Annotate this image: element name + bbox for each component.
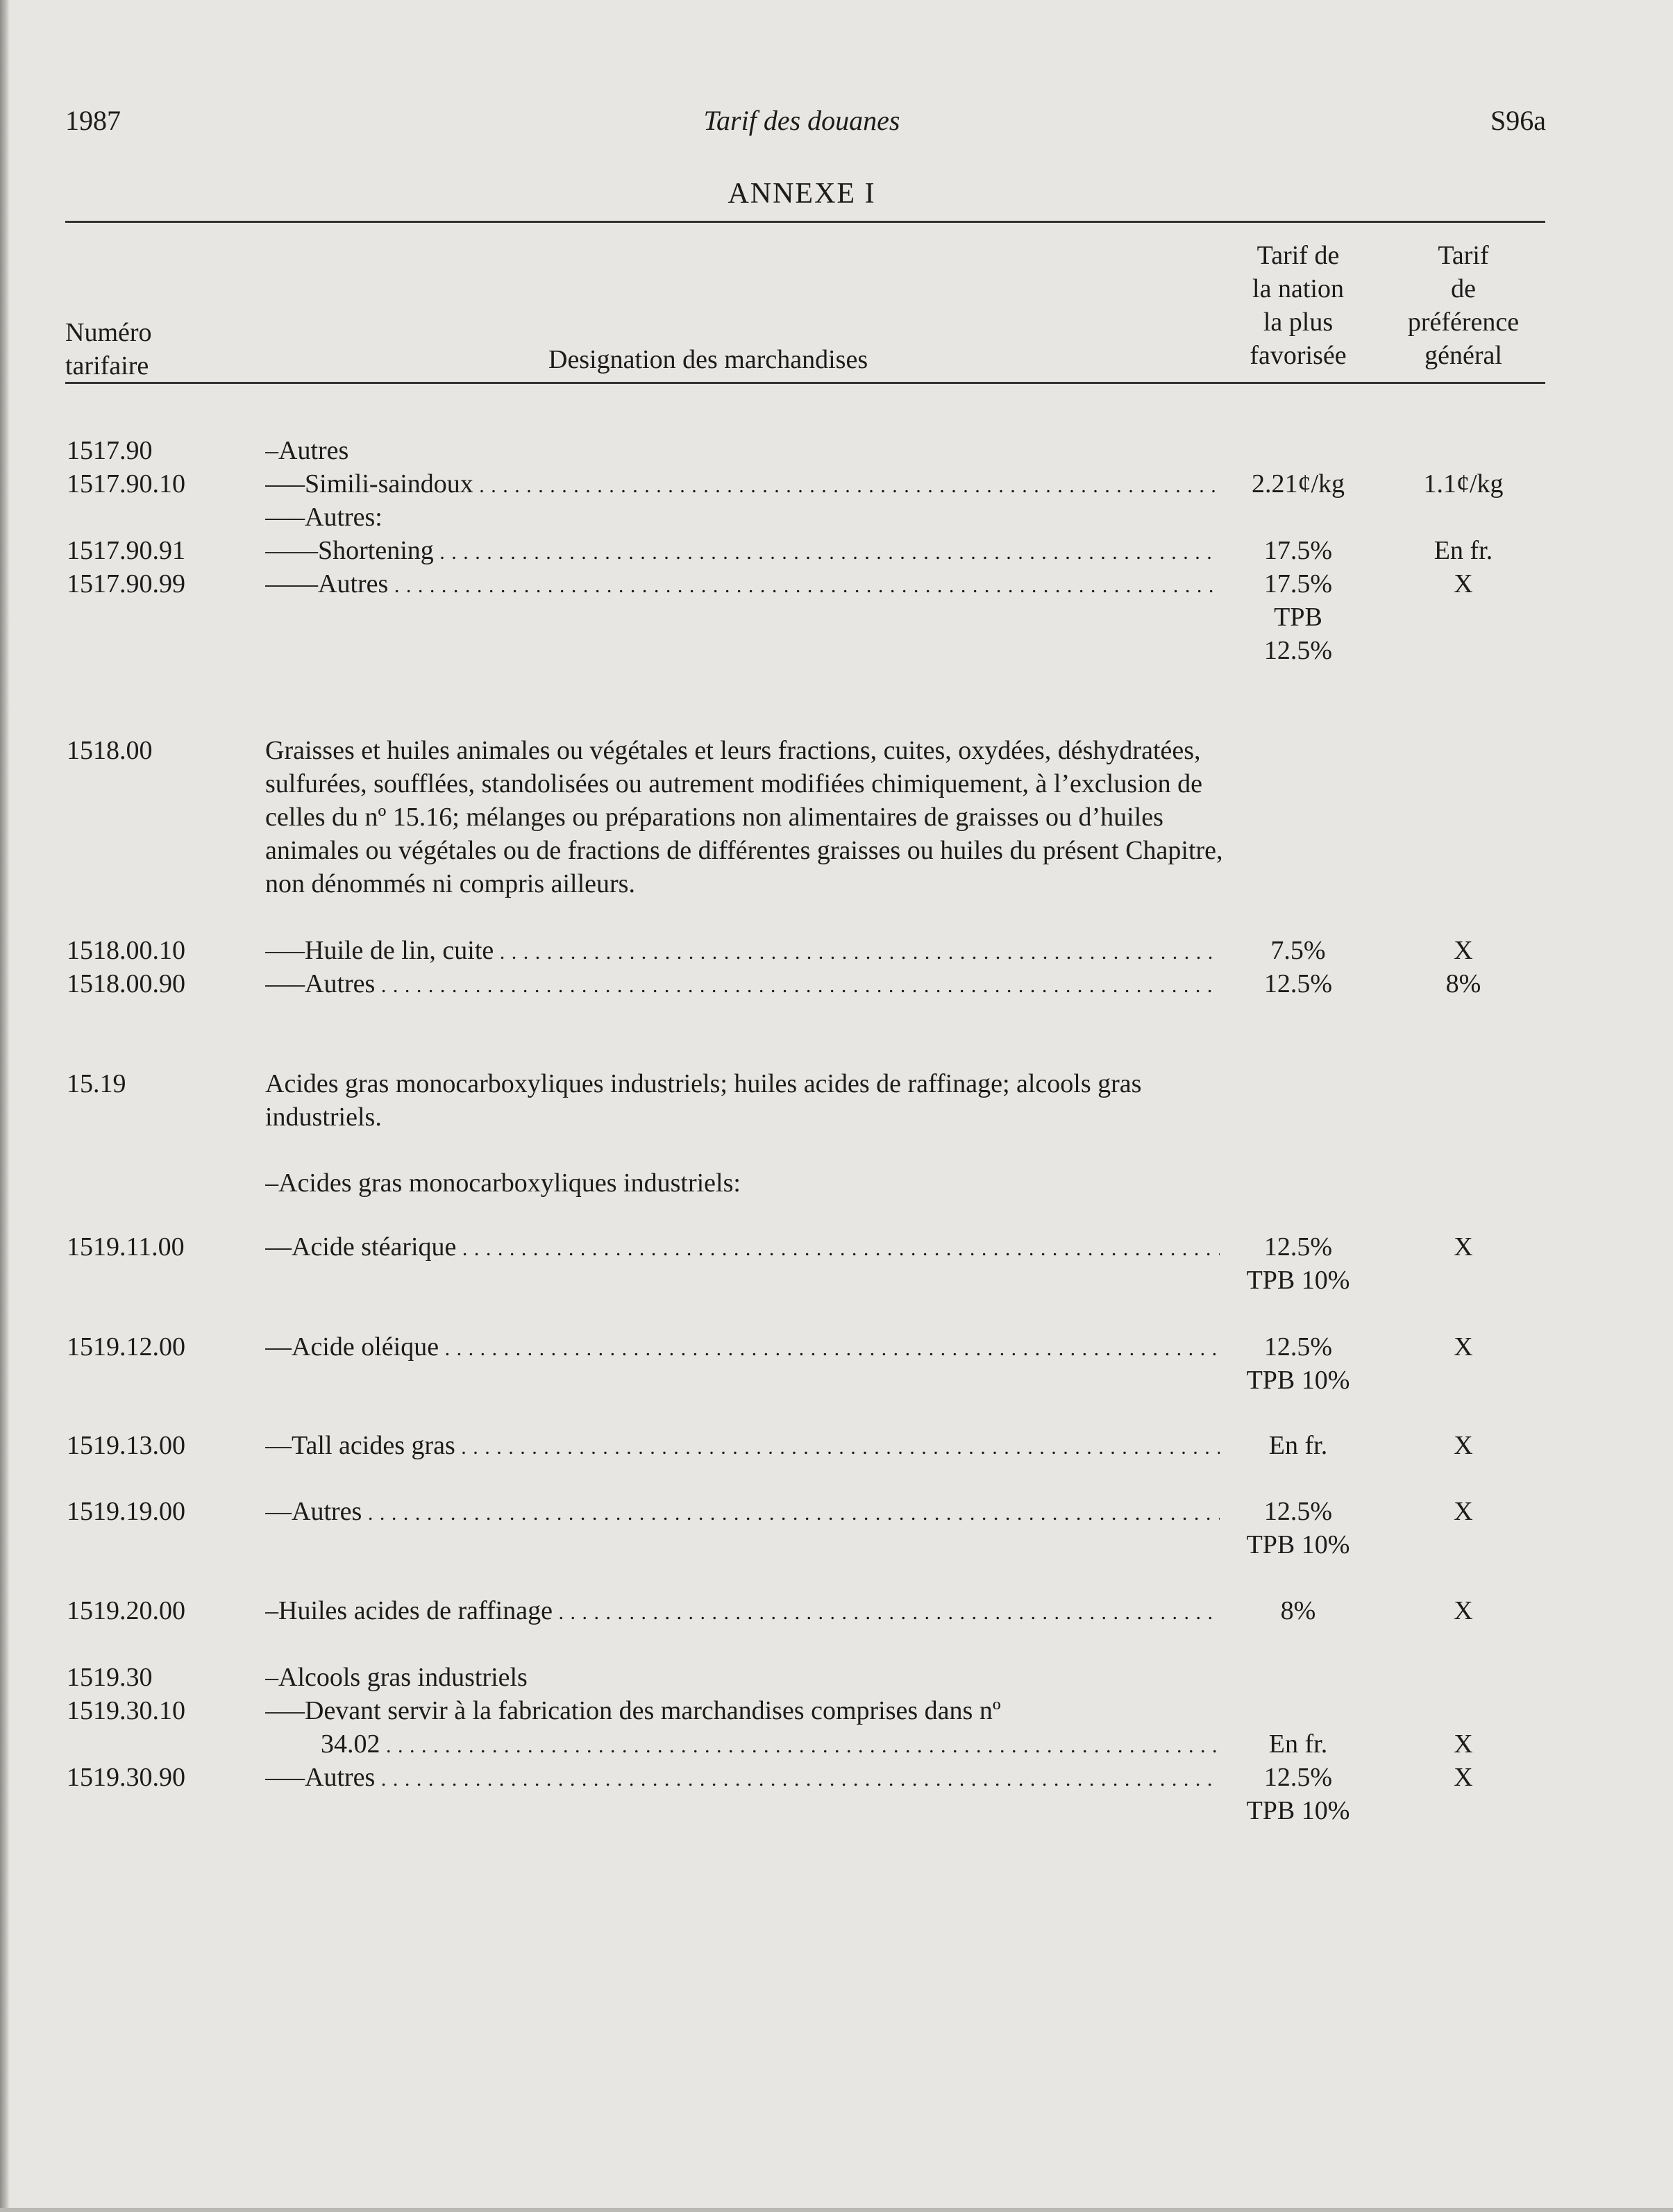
mfn-rate <box>1229 467 1368 501</box>
mfn-rate <box>1229 934 1368 967</box>
goods-description-text: ––Acide oléique <box>265 1332 439 1361</box>
mfn-rate-line: TPB 10% <box>1246 1366 1350 1395</box>
mfn-rate-line: TPB 10% <box>1246 1266 1350 1295</box>
goods-description <box>265 467 1220 503</box>
mfn-rate-line: 12.5% <box>1263 1232 1333 1262</box>
column-header-mfn <box>1222 239 1374 372</box>
goods-description <box>265 567 1220 603</box>
tariff-number: 15.19 <box>67 1069 126 1098</box>
goods-description: Acides gras monocarboxyliques industriels; huiles acides de raffinage; alcools gras industriels. <box>265 1069 1142 1132</box>
mfn-rate <box>1229 967 1368 1000</box>
dot-leader <box>434 536 1220 565</box>
gpt-rate: X <box>1454 1332 1473 1361</box>
header-rule <box>65 382 1545 384</box>
mfn-rate-line: 12.5% <box>1263 636 1333 665</box>
goods-description-text: –––Autres <box>265 1763 376 1792</box>
mfn-rate <box>1229 534 1368 567</box>
goods-description-text: 34.02 <box>321 1729 380 1759</box>
column-header-description: Designation des marchandises <box>548 345 868 374</box>
column-header-number <box>65 316 152 383</box>
gpt-rate: X <box>1454 1232 1473 1262</box>
gpt-rate: X <box>1454 1596 1473 1625</box>
gpt-rate: 8% <box>1445 969 1481 998</box>
gpt-rate: X <box>1454 1729 1473 1759</box>
tariff-number: 1519.12.00 <box>67 1332 185 1361</box>
mfn-rate-line: 8% <box>1280 1596 1316 1625</box>
goods-description <box>265 1429 1220 1464</box>
goods-description-text: –––Autres <box>265 969 376 998</box>
goods-description-text: –––Simili-saindoux <box>265 469 473 498</box>
goods-description: –Alcools gras industriels <box>265 1663 528 1692</box>
page-running-title: Tarif des douanes <box>703 105 900 136</box>
column-header-mfn-line: Tarif de <box>1256 241 1340 270</box>
goods-description <box>265 967 1220 1003</box>
annex-heading: ANNEXE I <box>728 178 876 210</box>
mfn-rate-line: 2.21¢/kg <box>1251 469 1345 498</box>
gpt-rate: X <box>1454 1497 1473 1526</box>
column-header-gpt-line: Tarif <box>1438 241 1489 270</box>
mfn-rate <box>1229 1594 1368 1627</box>
dot-leader <box>375 1763 1220 1792</box>
mfn-rate-line: 12.5% <box>1263 1332 1333 1361</box>
gpt-rate: X <box>1454 569 1473 598</box>
tariff-number: 1519.19.00 <box>67 1497 185 1526</box>
dot-leader <box>456 1232 1220 1262</box>
tariff-number: 1519.30.10 <box>67 1696 185 1725</box>
mfn-rate-line: 12.5% <box>1263 1497 1333 1526</box>
tariff-number: 1519.30 <box>67 1663 153 1692</box>
mfn-rate-line: 17.5% <box>1263 536 1333 565</box>
column-header-gpt-line: général <box>1424 341 1502 370</box>
mfn-rate-line: En fr. <box>1268 1729 1328 1759</box>
tariff-number: 1517.90.99 <box>67 569 185 598</box>
goods-description-text: ––––Shortening <box>265 536 434 565</box>
mfn-rate <box>1229 1230 1368 1297</box>
tariff-number: 1518.00.90 <box>67 969 185 998</box>
mfn-rate-line: TPB 10% <box>1246 1796 1350 1825</box>
dot-leader <box>473 469 1220 498</box>
column-header-gpt <box>1387 239 1540 372</box>
top-rule <box>65 221 1545 223</box>
mfn-rate <box>1229 567 1368 667</box>
column-header-mfn-line: favorisée <box>1250 341 1347 370</box>
goods-description <box>265 934 1220 969</box>
page-code: S96a <box>1490 105 1546 136</box>
goods-description-text: –Huiles acides de raffinage <box>265 1596 553 1625</box>
tariff-number: 1519.11.00 <box>67 1232 185 1262</box>
goods-description-text: ––Autres <box>265 1497 362 1526</box>
dot-leader <box>439 1332 1220 1361</box>
gpt-rate: 1.1¢/kg <box>1423 469 1504 498</box>
mfn-rate-line: TPB <box>1274 603 1322 632</box>
dot-leader <box>362 1497 1220 1526</box>
tariff-number: 1517.90.91 <box>67 536 185 565</box>
goods-description <box>265 1727 1220 1763</box>
goods-description: –––Devant servir à la fabrication des marchandises comprises dans nº <box>265 1696 1001 1725</box>
tariff-number: 1519.13.00 <box>67 1431 185 1460</box>
dot-leader <box>553 1596 1220 1625</box>
mfn-rate-line: En fr. <box>1268 1431 1328 1460</box>
tariff-number: 1518.00.10 <box>67 936 185 965</box>
tariff-number: 1518.00 <box>67 736 153 765</box>
goods-description: –Autres <box>265 436 349 465</box>
goods-description <box>265 1230 1220 1266</box>
goods-description <box>265 1594 1220 1629</box>
dot-leader <box>375 969 1220 998</box>
goods-description: Graisses et huiles animales ou végétales et leurs fractions, cuites, oxydées, déshydratées, sulfurées, soufflées, standolisées ou autrement modifiées chimiquement, à l’exclusion de celles du nº 15.16; mélanges ou préparations non alimentaires de graisses ou d’huiles animales ou végétales ou de fractions de différentes graisses ou huiles du présent Chapitre, non dénommés ni compris ailleurs. <box>265 736 1223 898</box>
column-header-number-line: tarifaire <box>65 351 149 380</box>
mfn-rate-line: 12.5% <box>1263 969 1333 998</box>
goods-description <box>265 1495 1220 1530</box>
mfn-rate <box>1229 1727 1368 1761</box>
goods-description-text: ––Acide stéarique <box>265 1232 457 1262</box>
tariff-number: 1517.90.10 <box>67 469 185 498</box>
mfn-rate-line: TPB 10% <box>1246 1530 1350 1559</box>
goods-description: –Acides gras monocarboxyliques industriels: <box>265 1168 741 1198</box>
mfn-rate <box>1229 1761 1368 1827</box>
page-binding-edge <box>0 0 10 2212</box>
mfn-rate-line: 7.5% <box>1270 936 1326 965</box>
tariff-number: 1519.20.00 <box>67 1596 185 1625</box>
mfn-rate-line: 17.5% <box>1263 569 1333 598</box>
goods-description <box>265 1761 1220 1796</box>
mfn-rate-line: 12.5% <box>1263 1763 1333 1792</box>
page-year: 1987 <box>65 105 121 136</box>
page-bottom-edge <box>0 2208 1673 2212</box>
tariff-number: 1517.90 <box>67 436 153 465</box>
column-header-gpt-line: de <box>1451 274 1476 303</box>
column-header-number-line: Numéro <box>65 318 152 347</box>
goods-description-text: ––Tall acides gras <box>265 1431 455 1460</box>
mfn-rate <box>1229 1495 1368 1561</box>
goods-description-text: ––––Autres <box>265 569 389 598</box>
goods-description <box>265 1330 1220 1366</box>
goods-description <box>265 534 1220 569</box>
gpt-rate: X <box>1454 1431 1473 1460</box>
column-header-gpt-line: préférence <box>1407 308 1520 337</box>
dot-leader <box>455 1431 1220 1460</box>
mfn-rate <box>1229 1330 1368 1397</box>
tariff-number: 1519.30.90 <box>67 1763 185 1792</box>
goods-description-text: –––Huile de lin, cuite <box>265 936 494 965</box>
gpt-rate: X <box>1454 936 1473 965</box>
gpt-rate: X <box>1454 1763 1473 1792</box>
dot-leader <box>494 936 1220 965</box>
gpt-rate: En fr. <box>1434 536 1493 565</box>
dot-leader <box>388 569 1220 598</box>
column-header-mfn-line: la nation <box>1252 274 1344 303</box>
mfn-rate <box>1229 1429 1368 1462</box>
goods-description: –––Autres: <box>265 503 382 532</box>
dot-leader <box>380 1729 1220 1759</box>
column-header-mfn-line: la plus <box>1263 308 1334 337</box>
